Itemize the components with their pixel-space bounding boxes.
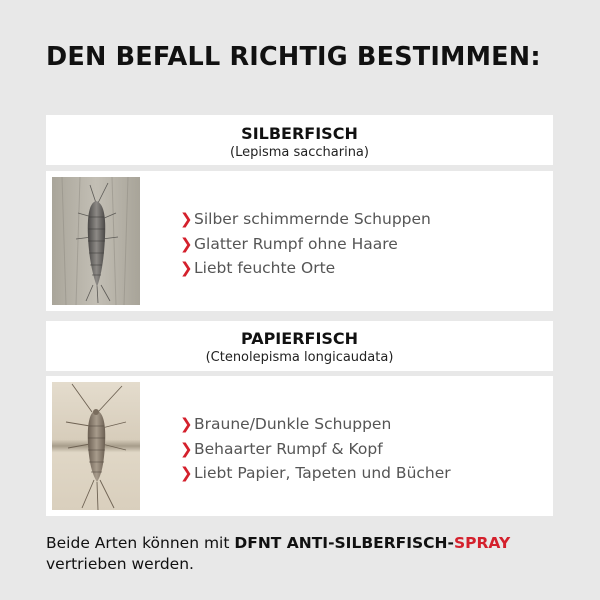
chevron-right-icon: ❯	[180, 415, 193, 433]
species-card-silberfisch	[46, 171, 553, 311]
species-latin-name: (Lepisma saccharina)	[230, 145, 369, 160]
papierfisch-photo	[52, 382, 140, 510]
species-latin-name: (Ctenolepisma longicaudata)	[205, 350, 394, 365]
feature-item: ❯Liebt Papier, Tapeten und Bücher	[180, 461, 451, 486]
species-name: SILBERFISCH	[241, 124, 358, 143]
footer-text-end: vertrieben werden.	[46, 555, 194, 573]
chevron-right-icon: ❯	[180, 234, 193, 253]
feature-item: ❯Braune/Dunkle Schuppen	[180, 412, 451, 437]
feature-item: ❯Behaarter Rumpf & Kopf	[180, 437, 451, 462]
chevron-right-icon: ❯	[180, 464, 193, 482]
feature-list	[180, 412, 451, 486]
feature-list	[180, 207, 431, 281]
species-header-silberfisch	[46, 115, 553, 165]
feature-item: ❯Silber schimmernde Schuppen	[180, 207, 431, 232]
silberfisch-photo	[52, 177, 140, 305]
species-header-papierfisch	[46, 321, 553, 371]
species-card-papierfisch	[46, 376, 553, 516]
species-name: PAPIERFISCH	[240, 329, 359, 348]
brand-name: DFNT ANTI-SILBERFISCH-	[234, 534, 454, 552]
page-title: DEN BEFALL RICHTIG BESTIMMEN:	[46, 42, 541, 72]
footer-note	[46, 533, 566, 575]
footer-text: Beide Arten können mit	[46, 534, 235, 552]
chevron-right-icon: ❯	[180, 439, 193, 458]
product-type: SPRAY	[453, 534, 511, 552]
feature-item: ❯Liebt feuchte Orte	[180, 256, 431, 281]
feature-item: ❯Glatter Rumpf ohne Haare	[180, 232, 431, 257]
chevron-right-icon: ❯	[180, 210, 193, 228]
chevron-right-icon: ❯	[180, 259, 193, 277]
